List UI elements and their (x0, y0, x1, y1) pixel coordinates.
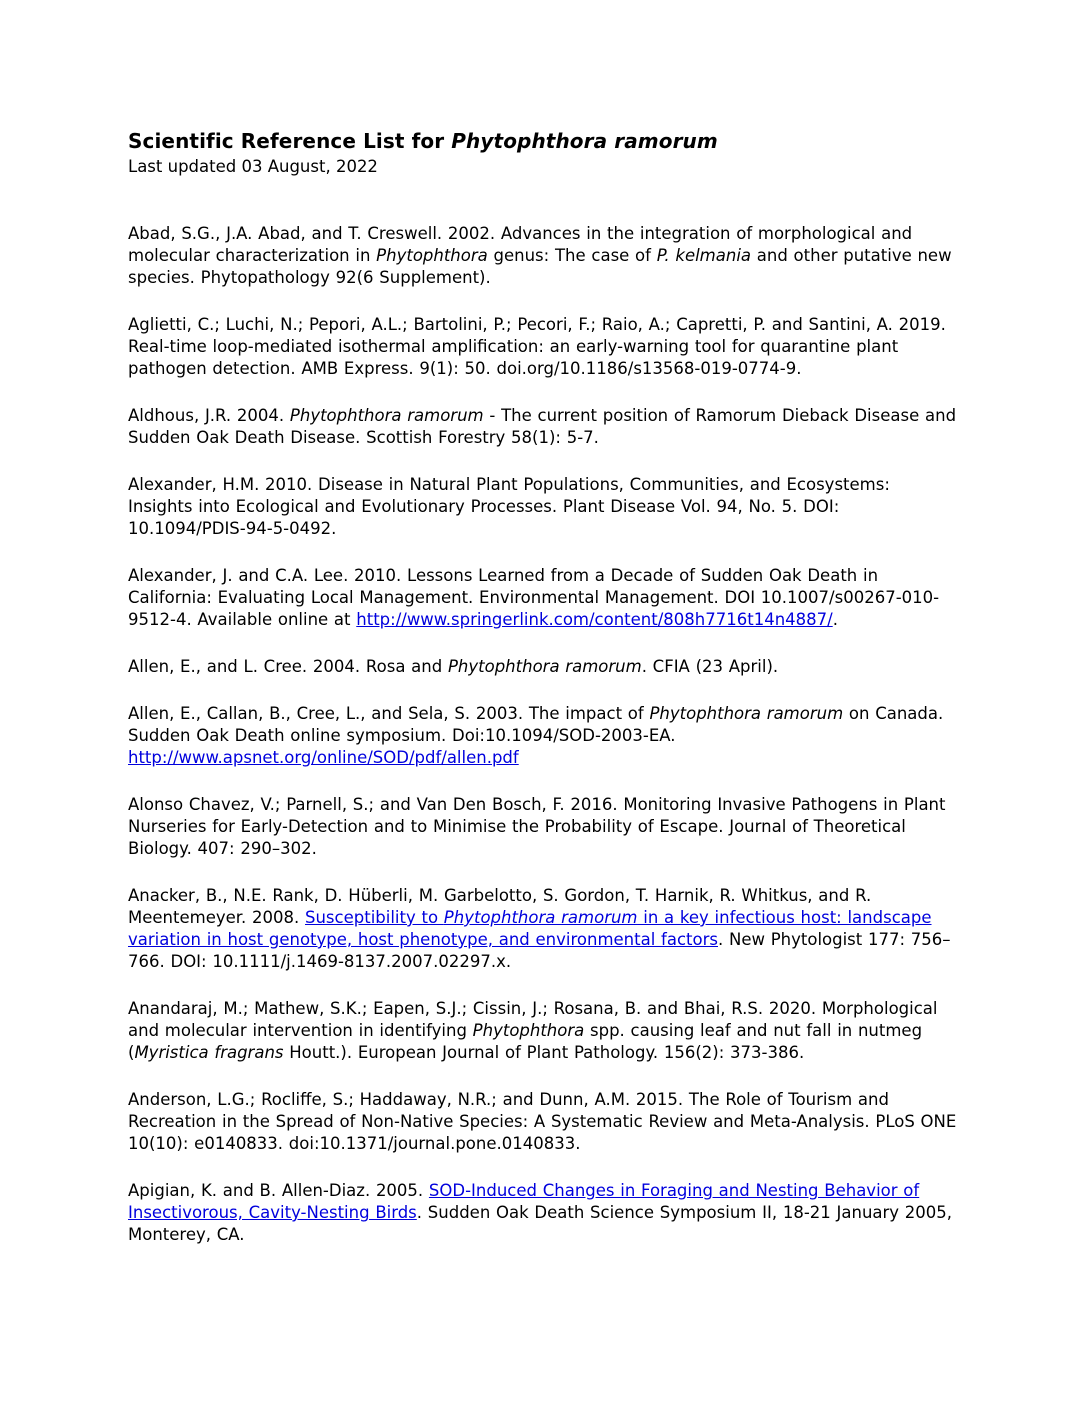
last-updated-text: Last updated 03 August, 2022 (128, 157, 378, 176)
reference-list (128, 223, 960, 1246)
reference-entry (128, 1180, 960, 1246)
reference-text: and other putative new species. Phytopathology 92(6 Supplement). (128, 246, 952, 287)
species-name-text: Phytophthora (376, 246, 488, 265)
species-name-text: P. kelmania (656, 246, 752, 265)
reference-text: . CFIA (23 April). (641, 657, 779, 676)
reference-text: . Sudden Oak Death Science Symposium II, 18-21 January 2005, Monterey, CA. (128, 1203, 953, 1244)
reference-entry (128, 794, 960, 860)
reference-text: Aldhous, J.R. 2004. (128, 406, 290, 425)
reference-entry (128, 885, 960, 973)
page-title (128, 128, 960, 154)
page-title-species: Phytophthora ramorum (451, 129, 718, 153)
species-name-text: Phytophthora (472, 1021, 585, 1040)
reference-text: spp. causing leaf and nut fall in nutmeg ( (128, 1021, 923, 1062)
reference-text: Anderson, L.G.; Rocliffe, S.; Haddaway, N.R.; and Dunn, A.M. 2015. The Role of Tourism and Recreation in the Spread of Non-Native Species: A Systematic Review and Meta-Analysis. PLoS ONE 10(10): e0140833. doi:10.1371/journal.pone.0140833. (128, 1090, 957, 1153)
reference-text: Alonso Chavez, V.; Parnell, S.; and Van Den Bosch, F. 2016. Monitoring Invasive Pathogens in Plant Nurseries for Early-Detection and to Minimise the Probability of Escape. Journal of Theoretical Biology. 407: 290–302. (128, 795, 946, 858)
species-name-text: Phytophthora ramorum (447, 657, 642, 676)
reference-text: Abad, S.G., J.A. Abad, and T. Creswell. 2002. Advances in the integration of morphological and molecular characterization in (128, 224, 913, 265)
reference-link-species-text: Phytophthora ramorum (443, 908, 638, 927)
reference-entry (128, 998, 960, 1064)
reference-text: Houtt.). European Journal of Plant Pathology. 156(2): 373-386. (283, 1043, 805, 1062)
reference-entry (128, 1089, 960, 1155)
reference-entry (128, 405, 960, 449)
page-title-prefix: Scientific Reference List for (128, 129, 452, 153)
reference-text: . (832, 610, 838, 629)
reference-text: on Canada. Sudden Oak Death online symposium. Doi:10.1094/SOD-2003-EA. (128, 704, 944, 745)
reference-entry (128, 474, 960, 540)
reference-text: Anacker, B., N.E. Rank, D. Hüberli, M. Garbelotto, S. Gordon, T. Harnik, R. Whitkus, and R. Meentemeyer. 2008. (128, 886, 872, 927)
reference-link-text: in a key infectious host: landscape variation in host genotype, host phenotype, and environmental factors (128, 908, 932, 949)
reference-text: Allen, E., and L. Cree. 2004. Rosa and (128, 657, 448, 676)
reference-entry (128, 314, 960, 380)
reference-entry (128, 656, 960, 678)
species-name-text: Phytophthora ramorum (649, 704, 844, 723)
reference-text: Anandaraj, M.; Mathew, S.K.; Eapen, S.J.; Cissin, J.; Rosana, B. and Bhai, R.S. 2020. Morphological and molecular intervention in identifying (128, 999, 938, 1040)
reference-text: Alexander, H.M. 2010. Disease in Natural Plant Populations, Communities, and Ecosystems: Insights into Ecological and Evolutionary Processes. Plant Disease Vol. 94, No. 5. DOI: 10.1094/PDIS-94-5-0492. (128, 475, 890, 538)
reference-link[interactable] (356, 610, 832, 629)
reference-entry (128, 565, 960, 631)
reference-text: Aglietti, C.; Luchi, N.; Pepori, A.L.; Bartolini, P.; Pecori, F.; Raio, A.; Capretti, P. and Santini, A. 2019. Real-time loop-mediated isothermal amplification: an early-warning tool for quarantine plant pathogen detection. AMB Express. 9(1): 50. doi.org/10.1186/s13568-019-0774-9. (128, 315, 946, 378)
reference-text: Allen, E., Callan, B., Cree, L., and Sela, S. 2003. The impact of (128, 704, 650, 723)
reference-text: genus: The case of (487, 246, 657, 265)
reference-entry (128, 703, 960, 769)
species-name-text: Phytophthora ramorum (289, 406, 484, 425)
reference-text: . New Phytologist 177: 756–766. DOI: 10.1111/j.1469-8137.2007.02297.x. (128, 930, 951, 971)
reference-text: Alexander, J. and C.A. Lee. 2010. Lessons Learned from a Decade of Sudden Oak Death in California: Evaluating Local Management. Environmental Management. DOI 10.1007/s00267-010-9512-4. Available online at (128, 566, 940, 629)
reference-text: Apigian, K. and B. Allen-Diaz. 2005. (128, 1181, 429, 1200)
reference-link-text: Susceptibility to (305, 908, 444, 927)
reference-text: - The current position of Ramorum Dieback Disease and Sudden Oak Death Disease. Scottish Forestry 58(1): 5-7. (128, 406, 957, 447)
reference-link-text: http://www.springerlink.com/content/808h7716t14n4887/ (356, 610, 833, 629)
reference-link[interactable] (128, 748, 519, 767)
reference-link-text: http://www.apsnet.org/online/SOD/pdf/allen.pdf (128, 748, 519, 767)
reference-link-text: SOD-Induced Changes in Foraging and Nesting Behavior of Insectivorous, Cavity-Nesting Birds (128, 1181, 920, 1222)
species-name-text: Myristica fragrans (134, 1043, 284, 1062)
reference-entry (128, 223, 960, 289)
